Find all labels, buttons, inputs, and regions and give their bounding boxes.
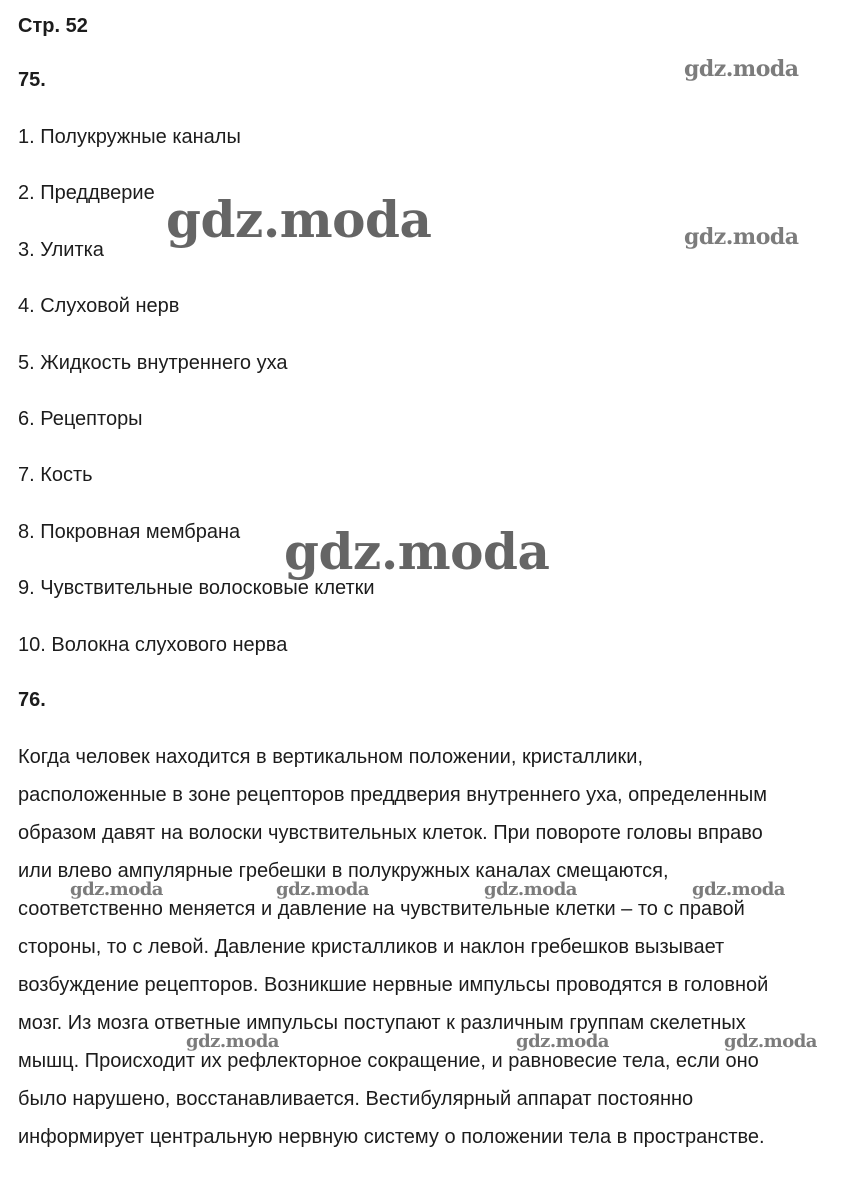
list-item: 3. Улитка <box>18 238 104 261</box>
list-item: 6. Рецепторы <box>18 407 143 430</box>
task-76-answer-text: Когда человек находится в вертикальном положении, кристаллики, расположенные в зоне рецепторов преддверия внутреннего уха, определенным образом давят на волоски чувствительных клеток. При повороте головы вправо или влево ампулярные гребешки в полукружных каналах смещаются, соответственно меняется и давление на чувствительные клетки – то с правой стороны, то с левой. Давление кристалликов и наклон гребешков вызывает возбуждение рецепторов. Возникшие нервные импульсы проводятся в головной мозг. Из мозга ответные импульсы поступают к различным группам скелетных мышц. Происходит их рефлекторное сокращение, и равновесие тела, если оно было нарушено, восстанавливается. Вестибулярный аппарат постоянно информирует центральную нервную систему о положении тела в пространстве. <box>18 746 769 1148</box>
watermark: gdz.moda <box>276 879 369 900</box>
task-75-answer-list <box>18 121 375 685</box>
page-number-header: Стр. 52 <box>18 15 88 37</box>
watermark: gdz.moda <box>284 522 550 581</box>
list-item: 9. Чувствительные волосковые клетки <box>18 577 375 600</box>
watermark: gdz.moda <box>692 879 785 900</box>
task-75-number: 75. <box>18 69 46 91</box>
watermark: gdz.moda <box>484 879 577 900</box>
list-item: 7. Кость <box>18 464 93 487</box>
list-item: 10. Волокна слухового нерва <box>18 633 288 656</box>
list-item: 1. Полукружные каналы <box>18 126 241 148</box>
list-item: 5. Жидкость внутреннего уха <box>18 351 288 374</box>
watermark: gdz.moda <box>186 1031 279 1052</box>
watermark: gdz.moda <box>70 879 163 900</box>
watermark: gdz.moda <box>684 56 799 82</box>
watermark: gdz.moda <box>684 224 799 250</box>
list-item: 8. Покровная мембрана <box>18 520 241 543</box>
task-76-number: 76. <box>18 689 46 711</box>
watermark: gdz.moda <box>724 1031 817 1052</box>
watermark: gdz.moda <box>166 190 432 249</box>
list-item: 2. Преддверие <box>18 182 155 205</box>
list-item: 4. Слуховой нерв <box>18 295 180 318</box>
watermark: gdz.moda <box>516 1031 609 1052</box>
